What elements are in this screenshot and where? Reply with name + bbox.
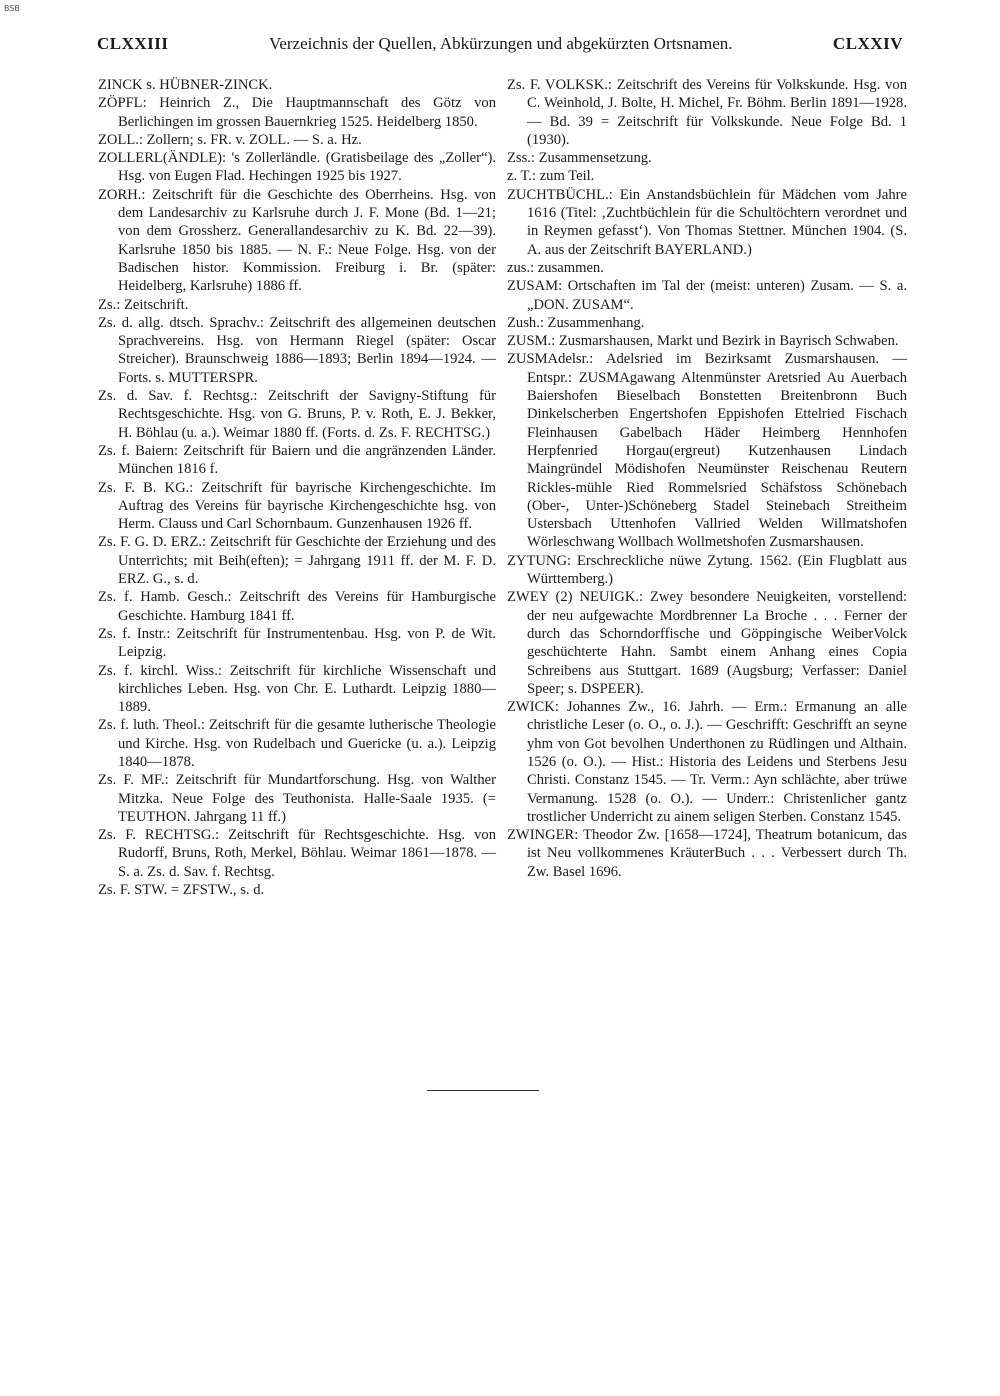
entry-zwinger: ZWINGER: Theodor Zw. [1658—1724], Theatrum botanicum, das ist Neu vollkommenes KräuterBuch . . . Verbessert durch Th. Zw. Basel 1696. <box>507 827 907 880</box>
right-column <box>507 76 907 881</box>
entry-zusm: ZUSM.: Zusmarshausen, Markt und Bezirk in Bayrisch Schwaben. <box>507 333 899 350</box>
entry-zoepfl: ZÖPFL: Heinrich Z., Die Hauptmannschaft des Götz von Berlichingen im grossen Bauernkrieg 1525. Heidelberg 1850. <box>98 95 496 130</box>
entry-zusam: ZUSAM: Ortschaften im Tal der (meist: unteren) Zusam. — S. a. „DON. ZUSAM“. <box>507 278 907 313</box>
entry-zs-allg-sprachv: Zs. d. allg. dtsch. Sprachv.: Zeitschrift des allgemeinen deutschen Sprachvereins. Hsg. von Hermann Riegel (später: Oscar Streicher). Braunschweig 1886—1893; Berlin 1894—1924. — Forts. s. MUTTERSPR. <box>98 314 496 386</box>
entry-zollerlaendle: ZOLLERL(ÄNDLE): 's Zollerländle. (Gratisbeilage des „Zoller“). Hsg. von Eugen Flad. Hechingen 1925 bis 1927. <box>98 150 496 185</box>
entry-zs-volksk: Zs. F. VOLKSK.: Zeitschrift des Vereins für Volkskunde. Hsg. von C. Weinhold, J. Bolte, H. Michel, Fr. Böhm. Berlin 1891—1928. — Bd. 39 = Zeitschrift für Volkskunde. Neue Folge Bd. 1 (1930). <box>507 77 907 148</box>
entry-zorh: ZORH.: Zeitschrift für die Geschichte des Oberrheins. Hsg. von dem Landesarchiv zu Karlsruhe durch J. F. Mone (Bd. 1—21; von dem Grossherz. Generallandesarchiv zu K. Bd. 22—39). Karlsruhe 1850 bis 1885. — N. F.: Neue Folge. Hsg. von der Badischen histor. Kommission. Freiburg i. Br. (später: Heidelberg, Karlsruhe) 1886 ff. <box>98 186 496 295</box>
library-stamp: BSB <box>4 4 20 13</box>
entry-z-t: z. T.: zum Teil. <box>507 168 595 185</box>
left-column <box>98 76 496 899</box>
section-end-rule <box>427 1090 539 1091</box>
running-header <box>97 33 903 55</box>
left-page-number: CLXXIII <box>97 34 169 53</box>
entry-zs-g-d-erz: Zs. F. G. D. ERZ.: Zeitschrift für Geschichte der Erziehung und des Unterrichts; mit Beih(eften); = Jahrgang 1911 ff. der M. F. D. ERZ. G., s. d. <box>98 534 496 588</box>
entry-zwey-neuigk: ZWEY (2) NEUIGK.: Zwey besondere Neuigkeiten, vorstellend: der neu aufgewachte Mordbrenner La Broche . . . Ferner der durch das Schorndorffische und Göppingische WeiberVolck geschüchterte Hahn. Sambt einem Anhang eines Copia Schreibens aus Stuttgart. 1689 (Augsburg; Verfasser: Daniel Speer; s. DSPEER). <box>507 589 907 697</box>
entry-zwick: ZWICK: Johannes Zw., 16. Jahrh. — Erm.: Ermanung an alle christliche Leser (o. O., o. J.). — Geschrifft: Geschrifft an seyne yhm von Got bevolhen Underthonen zu Rüdlingen und Althain. 1526 (o. O.). — Hist.: Historia des Leidens und Sterbens Jesu Christi. Constanz 1545. — Tr. Verm.: Ayn schlächte, aber trüwe Vermanung. 1528 (o. O.). — Underr.: Christenlicher gantz trostlicher Underricht zu ainem seligen Sterben. Constanz 1545. <box>507 699 907 825</box>
entry-zs-b-kg: Zs. F. B. KG.: Zeitschrift für bayrische Kirchengeschichte. Im Auftrag des Vereins für bayrische Kirchengeschichte hsg. von Herm. Clauss und Carl Schornbaum. Gunzenhausen 1926 ff. <box>98 479 496 533</box>
entry-zs-mf: Zs. F. MF.: Zeitschrift für Mundartforschung. Hsg. von Walther Mitzka. Neue Folge des Teuthonista. Halle-Saale 1935. (= TEUTHON. Jahrgang 11 ff.) <box>98 772 496 825</box>
entry-zoll: ZOLL.: Zollern; s. FR. v. ZOLL. — S. a. Hz. <box>98 131 362 148</box>
entry-zusm-adelsr: ZUSMAdelsr.: Adelsried im Bezirksamt Zusmarshausen. — Entspr.: ZUSMAgawang Altenmünster Aretsried Au Auerbach Baiershofen Bieselbach Bonstetten Breitenbronn Buch Dinkelscherben Engertshofen Eppishofen Ettelried Fischach Fleinhausen Gabelbach Häder Heimberg Hennhofen Herpfenried Horgau(ergreut) Kutzenhausen Lindach Maingründel Mödishofen Neumünster Reischenau Reutern Rickles-mühle Ried Rommelsried Schäfstoss Schönebach (Ober-, Unter-)Schöneberg Stadel Steinebach Streitheim Ustersbach Uttenhofen Vallried Welden Willmatshofen Wörleschwang Wollbach Wollmetshofen Zusmarshausen. <box>507 351 907 551</box>
entry-zs-luth-theol: Zs. f. luth. Theol.: Zeitschrift für die gesamte lutherische Theologie und Kirche. Hsg. von Rudelbach und Guericke (u. a.). Leipzig 1840—1878. <box>98 717 496 770</box>
right-page-number: CLXXIV <box>832 34 903 53</box>
entry-zs-hamb-gesch: Zs. f. Hamb. Gesch.: Zeitschrift des Vereins für Hamburgische Geschichte. Hamburg 1841 ff. <box>98 589 496 624</box>
entry-zs-stw: Zs. F. STW. = ZFSTW., s. d. <box>98 882 265 899</box>
entry-zuchtbuechl: ZUCHTBÜCHL.: Ein Anstandsbüchlein für Mädchen vom Jahre 1616 (Titel: ‚Zuchtbüchlein für die Schultöchtern verordnet und in Reymen gefasst‘). Von Thomas Stettner. München 1904. (S. A. aus der Zeitschrift BAYERLAND.) <box>507 186 907 258</box>
entry-zs-instr: Zs. f. Instr.: Zeitschrift für Instrumentenbau. Hsg. von P. de Wit. Leipzig. <box>98 625 496 661</box>
entry-zss: Zss.: Zusammensetzung. <box>507 150 652 167</box>
entry-zs-baiern: Zs. f. Baiern: Zeitschrift für Baiern und die angränzenden Länder. München 1816 f. <box>98 442 496 478</box>
entry-zus: zus.: zusammen. <box>507 259 604 276</box>
entry-zs-rechtsg: Zs. F. RECHTSG.: Zeitschrift für Rechtsgeschichte. Hsg. von Rudorff, Bruns, Roth, Merkel, Böhlau. Weimar 1861—1878. — S. a. Zs. d. Sav. f. Rechtsg. <box>98 827 496 880</box>
entry-zs-kirchl-wiss: Zs. f. kirchl. Wiss.: Zeitschrift für kirchliche Wissenschaft und kirchliches Leben. Hsg. von Chr. E. Luthardt. Leipzig 1880—1889. <box>98 662 496 716</box>
entry-zush: Zush.: Zusammenhang. <box>507 314 645 331</box>
entry-zs: Zs.: Zeitschrift. <box>98 296 189 313</box>
entry-zinck: ZINCK s. HÜBNER-ZINCK. <box>98 77 273 93</box>
entry-zytung: ZYTUNG: Erschreckliche nüwe Zytung. 1562. (Ein Flugblatt aus Württemberg.) <box>507 552 907 588</box>
entry-zs-sav-rechtsg: Zs. d. Sav. f. Rechtsg.: Zeitschrift der Savigny-Stiftung für Rechtsgeschichte. Hsg. von G. Bruns, P. v. Roth, E. J. Bekker, H. Böhlau (u. a.). Weimar 1880 ff. (Forts. d. Zs. F. RECHTSG.) <box>98 388 496 441</box>
header-title: Verzeichnis der Quellen, Abkürzungen und abgekürzten Ortsnamen. <box>268 34 733 53</box>
